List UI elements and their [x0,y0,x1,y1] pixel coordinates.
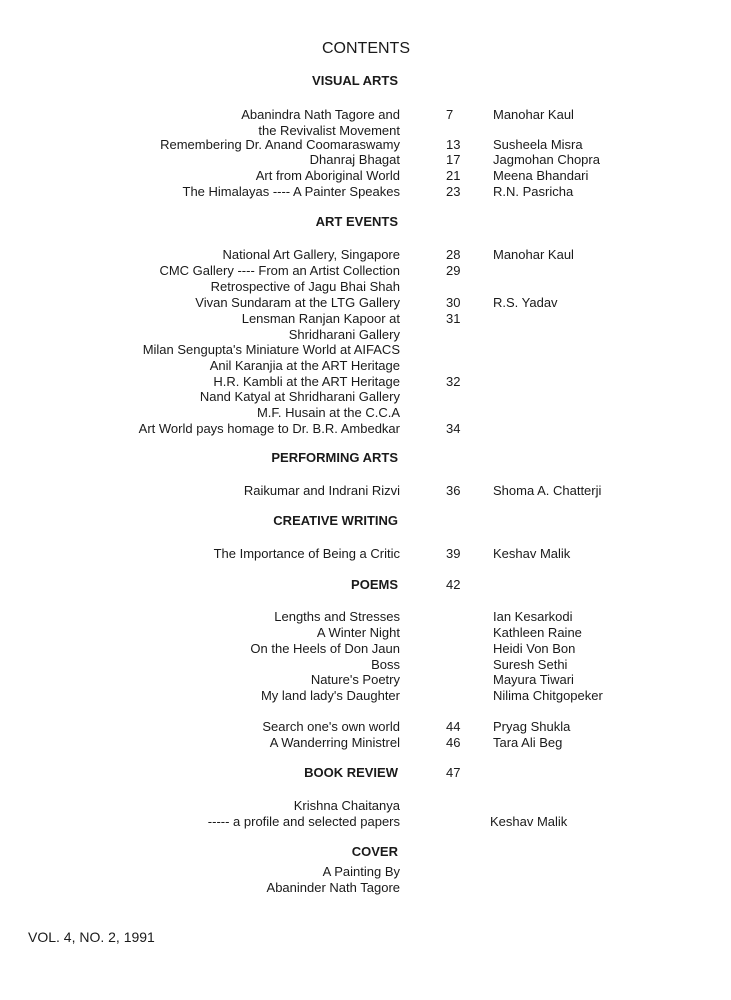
entry-page-number: 17 [446,152,461,167]
entry-title-line[interactable]: CMC Gallery ---- From an Artist Collection [159,263,400,278]
entry-title-line[interactable]: Search one's own world [262,719,400,734]
entry-title-line[interactable]: the Revivalist Movement [258,122,400,138]
entry-page-number: 28 [446,247,461,262]
section-page-number: 47 [446,765,461,780]
entry-title-line[interactable]: H.R. Kambli at the ART Heritage [213,374,400,389]
entry-title-line[interactable]: Shridharani Gallery [288,326,400,342]
entry-author: Ian Kesarkodi [493,609,573,624]
page-title: CONTENTS [322,40,410,57]
entry-author: Tara Ali Beg [493,735,563,750]
section-heading: BOOK REVIEW [304,765,398,780]
entry-title-line[interactable]: My land lady's Daughter [260,688,400,703]
entry-author: Heidi Von Bon [493,641,576,656]
entry-title-line[interactable]: The Importance of Being a Critic [213,546,400,561]
entry-title-line[interactable]: ----- a profile and selected papers [207,813,400,829]
entry-title-line[interactable]: A Painting By [322,864,400,879]
entry-author: Meena Bhandari [493,168,589,183]
entry-title-line[interactable]: Dhanraj Bhagat [309,152,400,167]
entry-author: Keshav Malik [493,546,571,561]
entry-page-number: 23 [446,184,461,199]
entry-page-number: 21 [446,168,461,183]
entry-title-line[interactable]: Nand Katyal at Shridharani Gallery [199,389,400,404]
entry-title-line[interactable]: M.F. Husain at the C.C.A [256,405,400,420]
entry-author: Manohar Kaul [493,107,574,122]
entry-title-line[interactable]: Vivan Sundaram at the LTG Gallery [195,295,400,310]
entry-title-line[interactable]: Lensman Ranjan Kapoor at [241,311,400,326]
entry-title-line[interactable]: Anil Karanjia at the ART Heritage [209,358,400,373]
entry-author: Jagmohan Chopra [493,152,600,167]
entry-page-number: 36 [446,483,461,498]
entry-title-line[interactable]: Krishna Chaitanya [293,798,400,813]
entry-author: Shoma A. Chatterji [493,483,602,498]
entry-author: R.N. Pasricha [493,184,574,199]
entry-title-line[interactable]: National Art Gallery, Singapore [222,247,400,262]
entry-title-line[interactable]: Boss [371,657,400,672]
entry-title-line[interactable]: Remembering Dr. Anand Coomaraswamy [160,137,400,152]
volume-footer: VOL. 4, NO. 2, 1991 [28,929,155,945]
entry-title-line[interactable]: Nature's Poetry [310,672,400,687]
entry-author: R.S. Yadav [493,295,558,310]
entry-title-line[interactable]: Lengths and Stresses [274,609,400,624]
entry-page-number: 29 [446,263,461,278]
entry-title-line[interactable]: A Wanderring Ministrel [269,735,400,750]
entry-page-number: 32 [446,374,461,389]
entry-page-number: 44 [446,719,461,734]
entry-author: Pryag Shukla [493,719,571,734]
section-heading: PERFORMING ARTS [271,450,398,465]
entry-page-number: 34 [446,421,461,436]
entry-author: Susheela Misra [493,137,583,152]
entry-title-line[interactable]: A Winter Night [316,625,400,640]
section-heading: VISUAL ARTS [312,73,398,88]
entry-author: Suresh Sethi [493,657,568,672]
entry-page-number: 46 [446,735,461,750]
entry-title-line[interactable]: Raikumar and Indrani Rizvi [243,483,400,498]
section-page-number: 42 [446,577,461,592]
entry-title-line[interactable]: Art World pays homage to Dr. B.R. Ambedkar [138,421,400,436]
entry-author: Manohar Kaul [493,247,574,262]
entry-title-line[interactable]: Art from Aboriginal World [255,168,400,183]
entry-page-number: 39 [446,546,461,561]
section-heading: ART EVENTS [315,214,398,229]
entry-author: Nilima Chitgopeker [493,688,603,703]
entry-title-line[interactable]: Abanindra Nath Tagore and [241,107,400,122]
entry-page-number: 7 [446,107,454,122]
entry-author: Kathleen Raine [493,625,582,640]
section-heading: CREATIVE WRITING [273,513,398,528]
entry-page-number: 31 [446,311,461,326]
entry-title-line[interactable]: On the Heels of Don Jaun [250,641,400,656]
entry-page-number: 13 [446,137,461,152]
section-heading: COVER [351,844,398,859]
entry-page-number: 30 [446,295,461,310]
entry-title-line[interactable]: Abaninder Nath Tagore [266,879,400,895]
entry-title-line[interactable]: Milan Sengupta's Miniature World at AIFACS [142,342,400,357]
entry-title-line[interactable]: Retrospective of Jagu Bhai Shah [210,279,400,294]
entry-title-line[interactable]: The Himalayas ---- A Painter Speakes [182,184,400,199]
entry-author: Keshav Malik [490,813,568,829]
entry-author: Mayura Tiwari [493,672,574,687]
section-heading: POEMS [351,577,398,592]
